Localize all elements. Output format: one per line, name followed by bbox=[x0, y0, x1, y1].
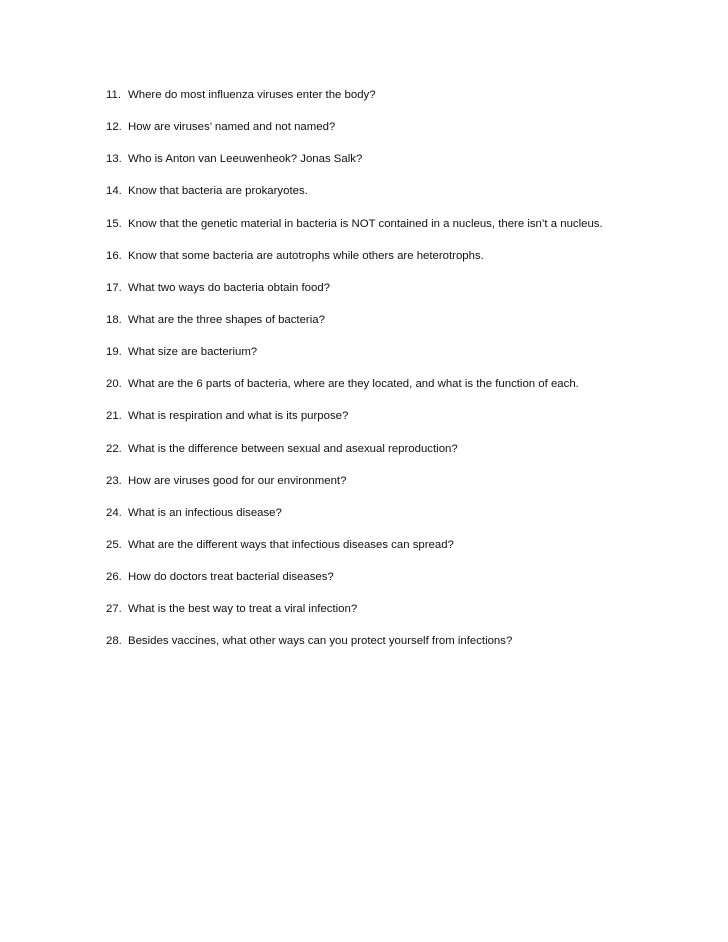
question-number: 22. bbox=[106, 442, 122, 455]
question-item bbox=[106, 471, 696, 503]
question-text: Who is Anton van Leeuwenheok? Jonas Salk? bbox=[128, 153, 363, 166]
question-text: What is the difference between sexual and asexual reproduction? bbox=[128, 442, 458, 455]
question-text: How are viruses good for our environment? bbox=[128, 474, 347, 487]
question-text: Where do most influenza viruses enter the body? bbox=[128, 89, 376, 101]
question-list bbox=[106, 85, 696, 664]
question-text: Besides vaccines, what other ways can you protect yourself from infections? bbox=[128, 635, 513, 648]
question-number: 13. bbox=[106, 153, 122, 166]
question-item bbox=[106, 278, 696, 310]
question-item bbox=[106, 567, 696, 599]
question-item bbox=[106, 149, 696, 181]
question-item bbox=[106, 599, 696, 631]
question-item bbox=[106, 535, 696, 567]
question-item bbox=[106, 374, 696, 406]
question-item bbox=[106, 439, 696, 471]
question-number: 11. bbox=[106, 89, 121, 101]
question-text: Know that the genetic material in bacteria is NOT contained in a nucleus, there isn’t a nucleus. bbox=[128, 217, 603, 230]
question-item bbox=[106, 246, 696, 278]
question-number: 21. bbox=[106, 410, 122, 423]
question-number: 27. bbox=[106, 603, 122, 616]
question-number: 28. bbox=[106, 635, 122, 648]
question-number: 26. bbox=[106, 571, 122, 584]
question-number: 15. bbox=[106, 217, 122, 230]
question-text: What are the different ways that infectious diseases can spread? bbox=[128, 538, 454, 551]
question-item bbox=[106, 85, 696, 117]
question-item bbox=[106, 214, 696, 246]
question-item bbox=[106, 181, 696, 213]
question-number: 25. bbox=[106, 538, 122, 551]
question-number: 24. bbox=[106, 506, 122, 519]
question-text: What is an infectious disease? bbox=[128, 506, 282, 519]
question-text: What are the three shapes of bacteria? bbox=[128, 313, 325, 326]
question-text: Know that some bacteria are autotrophs while others are heterotrophs. bbox=[128, 249, 484, 262]
question-text: Know that bacteria are prokaryotes. bbox=[128, 185, 308, 198]
question-text: What size are bacterium? bbox=[128, 346, 258, 359]
question-item bbox=[106, 117, 696, 149]
question-text: What two ways do bacteria obtain food? bbox=[128, 281, 330, 294]
question-item bbox=[106, 342, 696, 374]
question-item bbox=[106, 503, 696, 535]
question-text: How are viruses’ named and not named? bbox=[128, 121, 336, 134]
question-number: 20. bbox=[106, 378, 122, 391]
question-number: 19. bbox=[106, 346, 122, 359]
question-number: 17. bbox=[106, 281, 122, 294]
question-item bbox=[106, 406, 696, 438]
question-number: 18. bbox=[106, 313, 122, 326]
question-text: How do doctors treat bacterial diseases? bbox=[128, 571, 334, 584]
question-number: 23. bbox=[106, 474, 122, 487]
question-number: 14. bbox=[106, 185, 122, 198]
question-text: What are the 6 parts of bacteria, where are they located, and what is the function of each. bbox=[128, 378, 579, 391]
question-number: 12. bbox=[106, 121, 122, 134]
question-text: What is respiration and what is its purpose? bbox=[128, 410, 349, 423]
question-text: What is the best way to treat a viral infection? bbox=[128, 603, 358, 616]
question-item bbox=[106, 310, 696, 342]
question-item bbox=[106, 631, 696, 663]
question-number: 16. bbox=[106, 249, 122, 262]
